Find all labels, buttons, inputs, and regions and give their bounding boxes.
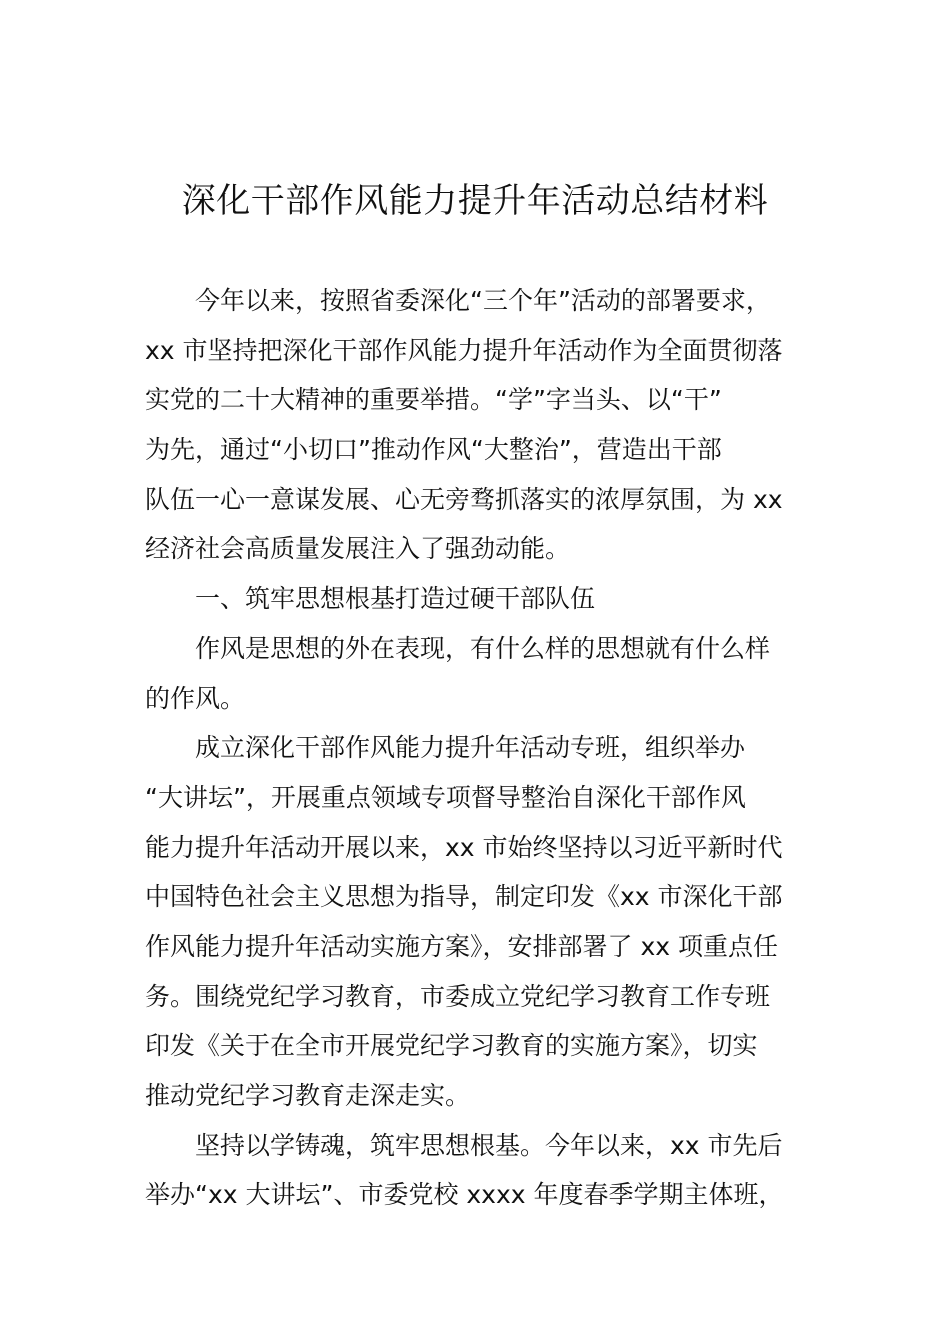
section-heading: 一、筑牢思想根基打造过硬干部队伍 <box>195 584 596 614</box>
body-line: 今年以来，按照省委深化“三个年”活动的部署要求， <box>195 286 771 315</box>
document-body <box>145 276 809 1220</box>
body-line: 能力提升年活动开展以来，xx 市始终坚持以习近平新时代 <box>145 832 783 862</box>
body-line: 的作风。 <box>145 683 246 713</box>
body-line: 作风能力提升年活动实施方案》，安排部署了 xx 项重点任 <box>145 931 778 961</box>
body-line: 作风是思想的外在表现，有什么样的思想就有什么样 <box>195 633 771 663</box>
body-line: 印发《关于在全市开展党纪学习教育的实施方案》，切实 <box>145 1031 758 1061</box>
body-line: 务。围绕党纪学习教育，市委成立党纪学习教育工作专班 <box>145 981 771 1011</box>
body-line: 为先，通过“小切口”推动作风“大整治”，营造出干部 <box>145 435 722 465</box>
body-line: 经济社会高质量发展注入了强劲动能。 <box>145 534 571 564</box>
document-title: 深化干部作风能力提升年活动总结材料 <box>181 181 769 221</box>
body-line: 成立深化干部作风能力提升年活动专班，组织举办 <box>195 733 746 763</box>
body-line: 实党的二十大精神的重要举措。“学”字当头、以“干” <box>145 385 722 415</box>
body-line: 队伍一心一意谋发展、心无旁骛抓落实的浓厚氛围，为 xx <box>145 484 783 514</box>
body-line: xx 市坚持把深化干部作风能力提升年活动作为全面贯彻落 <box>145 335 783 365</box>
body-line: 推动党纪学习教育走深走实。 <box>145 1081 471 1110</box>
body-line: “大讲坛”，开展重点领域专项督导整治自深化干部作风 <box>145 782 746 812</box>
body-line: 坚持以学铸魂，筑牢思想根基。今年以来，xx 市先后 <box>195 1130 783 1160</box>
body-line: 中国特色社会主义思想为指导，制定印发《xx 市深化干部 <box>145 882 783 912</box>
body-line: 举办“xx 大讲坛”、市委党校 xxxx 年度春季学期主体班， <box>145 1180 784 1210</box>
